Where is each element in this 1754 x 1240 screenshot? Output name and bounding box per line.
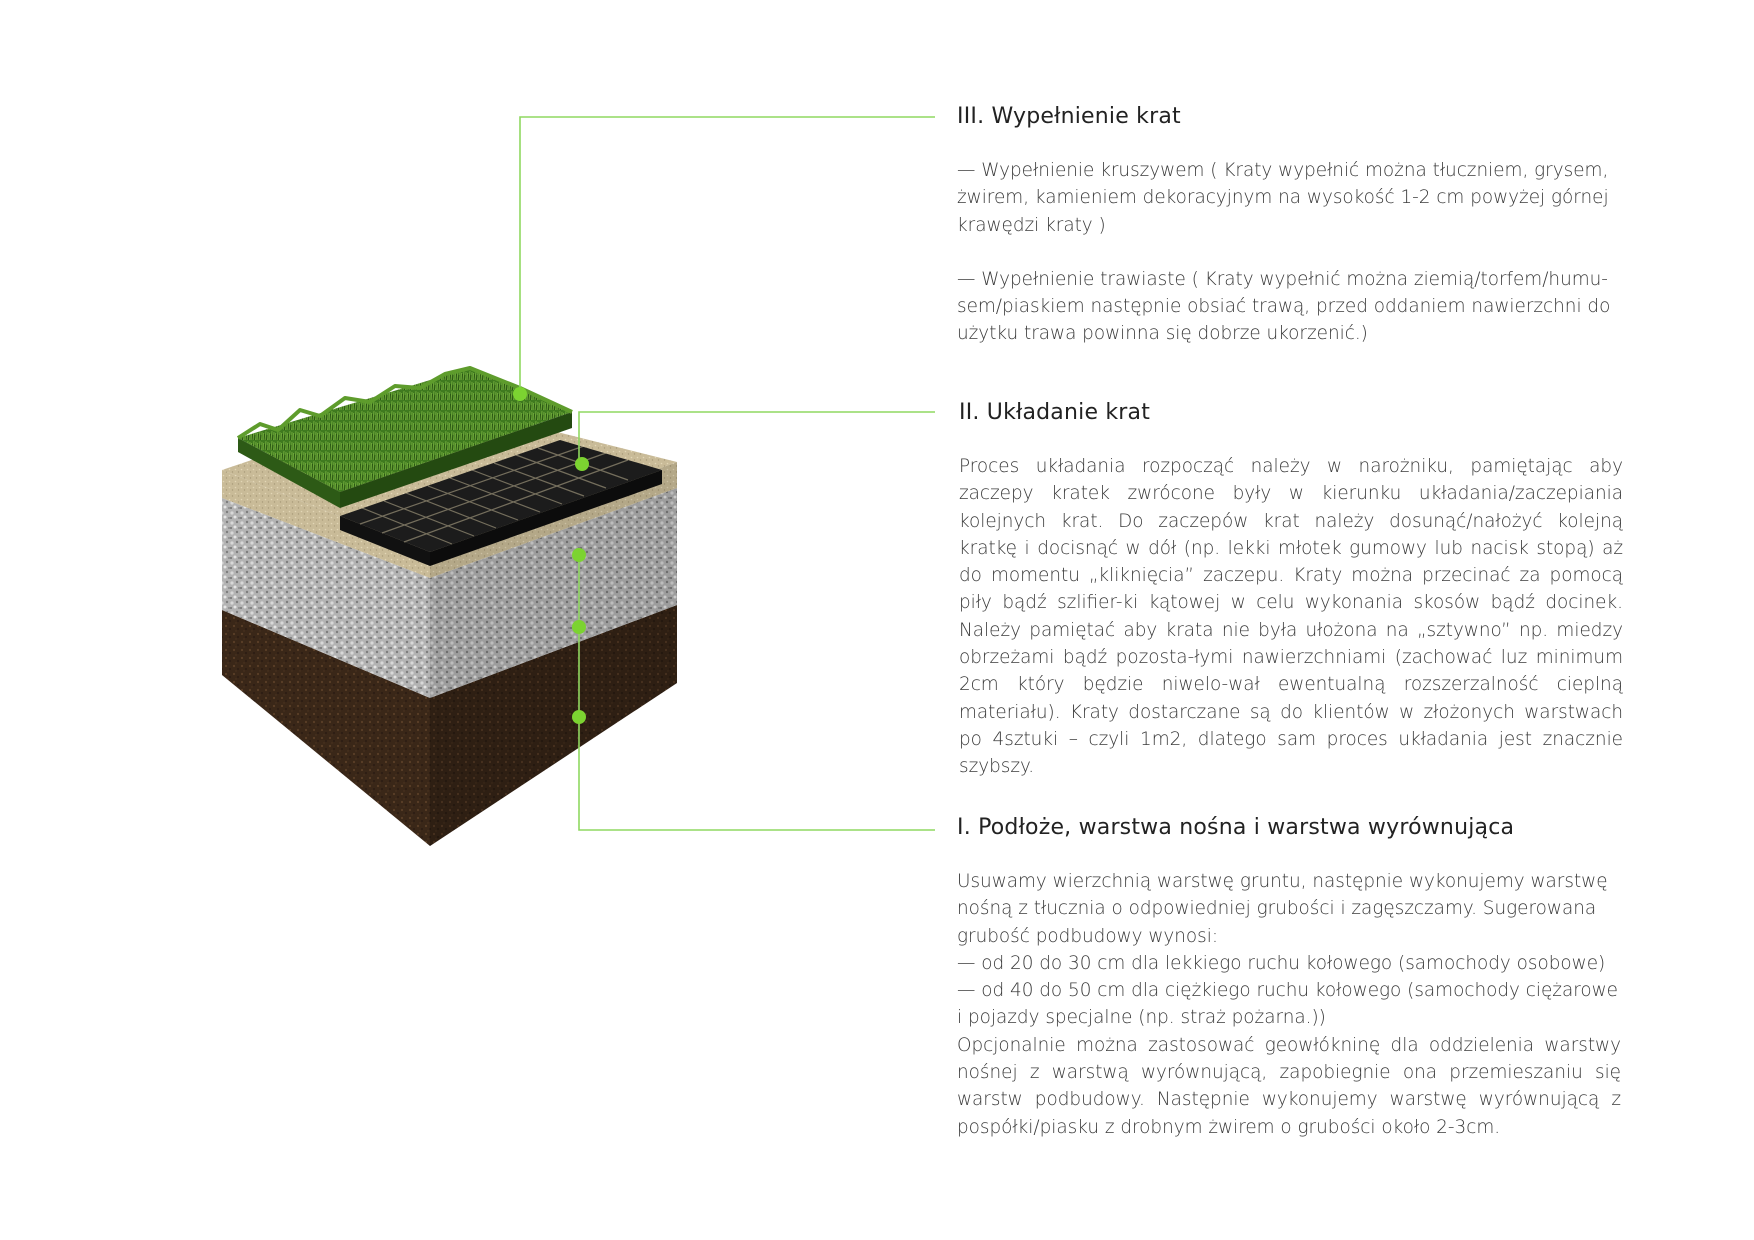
fill-aggregate-text: — Wypełnienie kruszywem ( Kraty wypełnić można tłuczniem, grysem, żwirem, kamieniem dekoracyjnym na wysokość 1-2 cm powyżej górnej krawędzi kraty ) xyxy=(957,160,1609,236)
fill-grass-text: — Wypełnienie trawiaste ( Kraty wypełnić można ziemią/torfem/humu-sem/piaskiem następnie obsiać trawą, przed oddaniem nawierzchni do użytku trawa powinna się dobrze ukorzenić.) xyxy=(957,268,1611,345)
base-section xyxy=(957,815,1621,1141)
sand-marker-dot xyxy=(572,548,586,562)
grid-marker-dot xyxy=(575,457,589,471)
soil-marker-dot xyxy=(572,710,586,724)
fill-section xyxy=(957,104,1617,348)
fill-marker-dot xyxy=(513,387,527,401)
fill-section-title: III. Wypełnienie krat xyxy=(957,104,1181,129)
base-intro-text: Usuwamy wierzchnią warstwę gruntu, następnie wykonujemy warstwę nośną z tłucznia o odpowiedniej grubości i zagęszczamy. Sugerowana grubość podbudowy wynosi: xyxy=(957,871,1608,947)
laying-text: Proces układania rozpocząć należy w narożniku, pamiętając aby zaczepy kratek zwrócone były w kierunku układania/zaczepiania kolejnych krat. Do zaczepów krat należy dosunąć/nałożyć kolejną kratkę i docisnąć w dół (np. lekki młotek gumowy lub nacisk stopą) aż do momentu „kliknięcia” zaczepu. Kraty można przecinać za pomocą piły bądź szlifier-ki kątowej w celu wykonania skosów bądź docinek. Należy pamiętać aby krata nie była ułożona na „sztywno” np. miedzy obrzeżami bądź pozosta-łymi nawierzchniami (zachować luz minimum 2cm który będzie niwelo-wał ewentualną rozszerzalność cieplną materiału). Kraty dostarczane są do klientów w złożonych warstwach po 4sztuki – czyli 1m2, dlatego sam proces układania jest znacznie szybszy. xyxy=(959,456,1623,778)
fill-leader-line xyxy=(520,117,935,394)
laying-section xyxy=(959,400,1623,781)
base-section-title: I. Podłoże, warstwa nośna i warstwa wyrównująca xyxy=(957,815,1515,840)
laying-section-title: II. Układanie krat xyxy=(959,400,1151,425)
base-light-traffic-text: — od 20 do 30 cm dla lekkiego ruchu kołowego (samochody osobowe) xyxy=(957,952,1606,974)
base-marker-dot xyxy=(572,620,586,634)
base-heavy-traffic-text: — od 40 do 50 cm dla ciężkiego ruchu kołowego (samochody ciężarowe i pojazdy specjalne (np. straż pożarna.)) xyxy=(957,980,1618,1029)
base-geotextile-text: Opcjonalnie można zastosować geowłókninę dla oddzielenia warstwy nośnej z warstwą wyrównującą, zapobiegnie ona przemieszaniu się warstw podbudowy. Następnie wykonujemy warstwę wyrównującą z pospółki/piasku z drobnym żwirem o grubości około 2-3cm. xyxy=(957,1034,1621,1138)
